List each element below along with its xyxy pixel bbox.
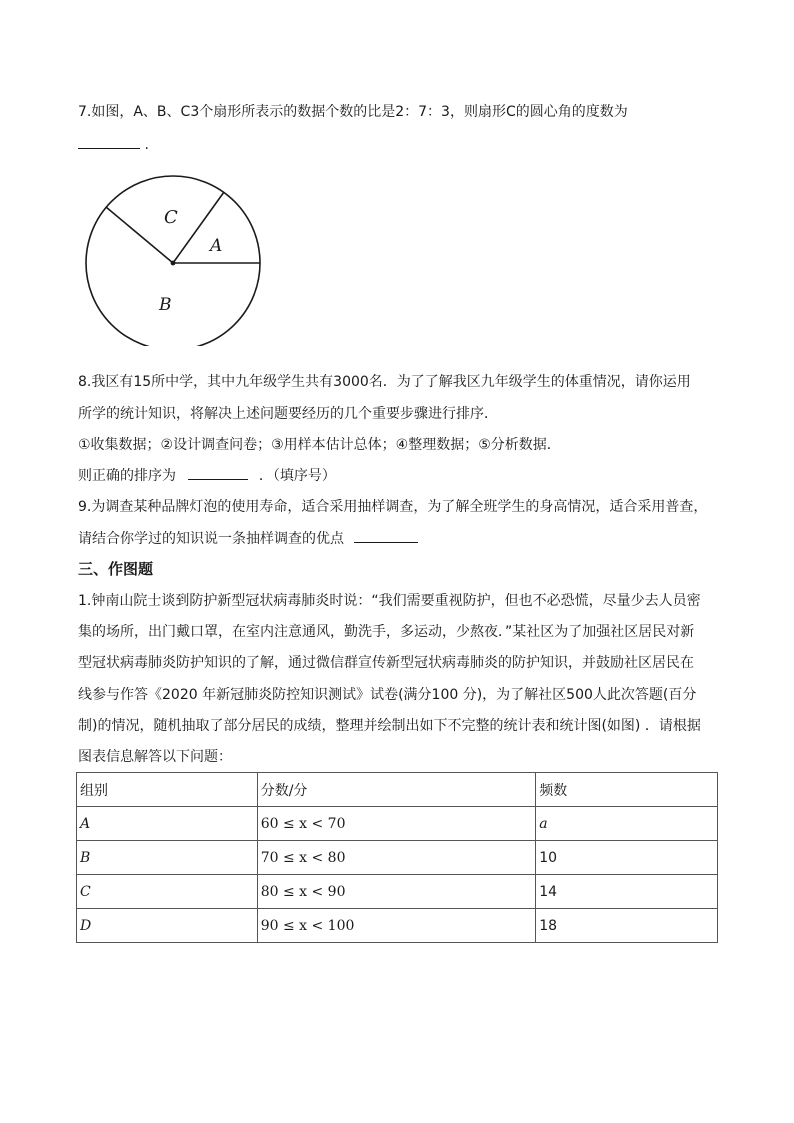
q7-line1	[78, 102, 628, 122]
p1-line6: 图表信息解答以下问题：	[78, 749, 232, 765]
cell-score: 90 ≤ x < 100	[257, 909, 536, 943]
q9-answer-blank[interactable]	[354, 528, 418, 543]
q8-suffix: ．（填序号）	[258, 468, 336, 484]
p1-line4: 线参与作答《2020 年新冠肺炎防控知识测试》试卷(满分100 分)，为了解社区500人此次答题(百分	[78, 687, 697, 703]
table-row	[77, 875, 718, 909]
p1-line1: 1.钟南山院士谈到防护新型冠状病毒肺炎时说：“我们需要重视防护，但也不必恐慌，尽量少去人员密	[78, 593, 701, 609]
cell-frequency: 10	[536, 841, 718, 875]
table-row	[77, 807, 718, 841]
p1-line5: 制)的情况，随机抽取了部分居民的成绩，整理并绘制出如下不完整的统计表和统计图(如图) ．请根据	[78, 718, 701, 734]
header-frequency: 频数	[536, 773, 718, 807]
table-header-row	[77, 773, 718, 807]
cell-frequency: 14	[536, 875, 718, 909]
center-point	[171, 261, 176, 266]
q8-line2: 所学的统计知识，将解决上述问题要经历的几个重要步骤进行排序．	[78, 406, 498, 422]
cell-group: D	[77, 909, 258, 943]
q8-line4	[78, 465, 336, 486]
cell-frequency: 18	[536, 909, 718, 943]
table-row	[77, 909, 718, 943]
sector-label-b: B	[159, 295, 172, 315]
q8-answer-blank[interactable]	[188, 465, 248, 480]
q8-line3: ①收集数据；②设计调查问卷；③用样本估计总体；④整理数据；⑤分析数据．	[78, 437, 561, 453]
frequency-table	[76, 772, 718, 943]
header-group: 组别	[77, 773, 258, 807]
q9-line2	[78, 528, 418, 549]
q9-line1: 9.为调查某种品牌灯泡的使用寿命，适合采用抽样调查，为了解全班学生的身高情况，适合采用普查，	[78, 499, 708, 515]
sector-label-c: C	[164, 207, 178, 228]
q7-line2	[78, 134, 149, 155]
p1-line3: 型冠状病毒肺炎防护知识的了解，通过微信群宣传新型冠状病毒肺炎的防护知识，并鼓励社区居民在	[78, 655, 694, 671]
cell-group: A	[77, 807, 258, 841]
cell-score: 60 ≤ x < 70	[257, 807, 536, 841]
cell-group: B	[77, 841, 258, 875]
cell-score: 70 ≤ x < 80	[257, 841, 536, 875]
q8-prefix: 则正确的排序为	[78, 468, 176, 484]
q9-text: 请结合你学过的知识说一条抽样调查的优点	[78, 531, 344, 547]
radius-line-c-b	[106, 207, 173, 263]
cell-group: C	[77, 875, 258, 909]
section-title: 三、作图题	[78, 560, 154, 578]
p1-line2: 集的场所，出门戴口罩，在室内注意通风，勤洗手，多运动，少熬夜．”某社区为了加强社区居民对新	[78, 624, 695, 640]
q7-answer-blank[interactable]	[78, 134, 140, 149]
header-score: 分数/分	[257, 773, 536, 807]
sector-label-a: A	[210, 236, 223, 256]
cell-score: 80 ≤ x < 90	[257, 875, 536, 909]
table-row	[77, 841, 718, 875]
q8-line1: 8.我区有15所中学，其中九年级学生共有3000名．为了了解我区九年级学生的体重情况，请你运用	[78, 374, 691, 390]
q7-text: 7.如图，A、B、C3个扇形所表示的数据个数的比是2：7：3，则扇形C的圆心角的度数为	[78, 104, 628, 120]
sector-diagram	[82, 174, 266, 346]
q7-end: .	[144, 137, 149, 153]
cell-frequency: a	[536, 807, 718, 841]
